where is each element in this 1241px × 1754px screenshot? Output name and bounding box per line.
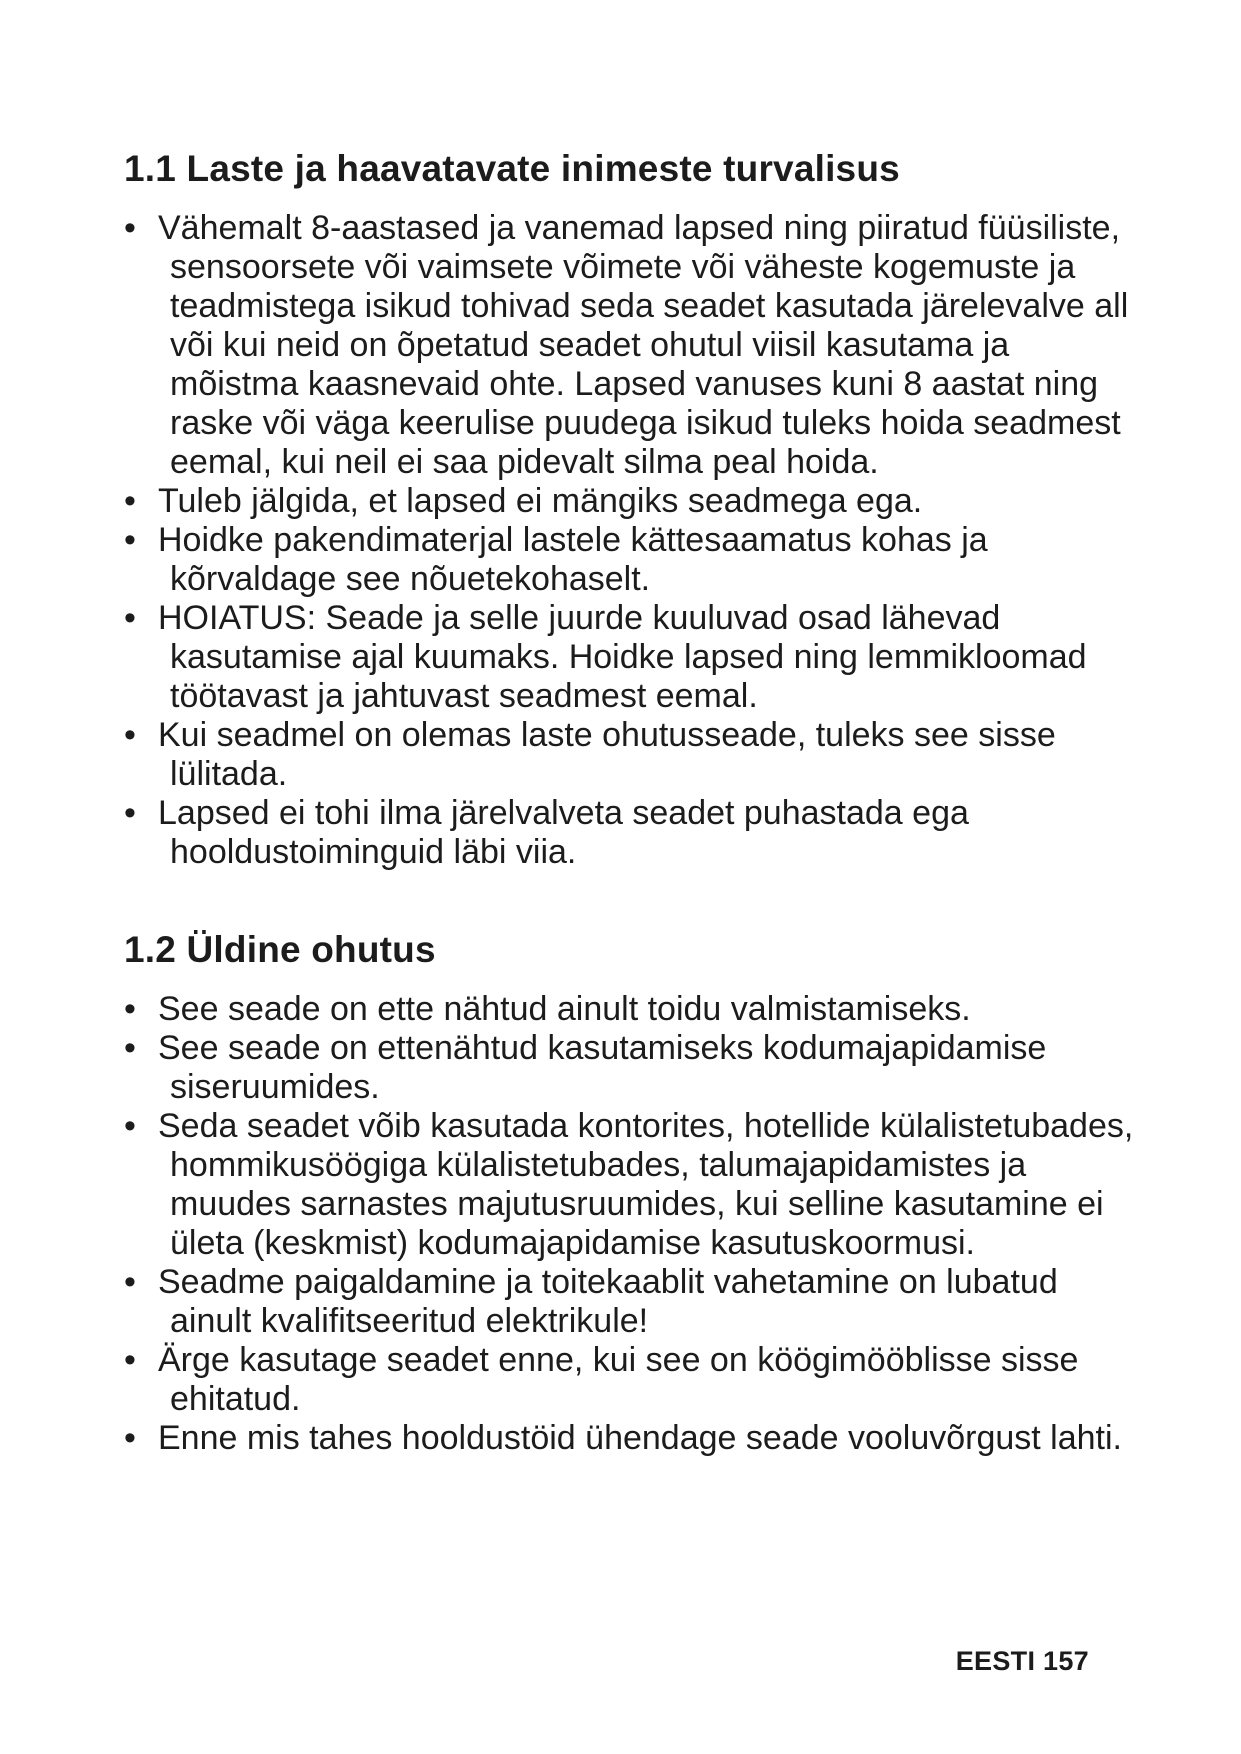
section-general-safety <box>124 929 1134 1458</box>
list-item-text: Vähemalt 8-aastased ja vanemad lapsed ning piiratud füüsiliste, sensoorsete või vaimsete võimete või väheste kogemuste ja teadmistega isikud tohivad seda seadet kasutada järelevalve all või kui neid on õpetatud seadet ohutul viisil kasutama ja mõistma kaasnevaid ohte. Lapsed vanuses kuni 8 aastat ning raske või väga keerulise puudega isikud tuleks hoida seadmest eemal, kui neil ei saa pidevalt silma peal hoida. <box>158 208 1129 481</box>
list-item <box>124 990 1134 1029</box>
list-item-text: HOIATUS: Seade ja selle juurde kuuluvad osad lähevad kasutamise ajal kuumaks. Hoidke lapsed ning lemmikloomad töötavast ja jahtuvast seadmest eemal. <box>158 598 1087 715</box>
bullet-icon: • <box>124 715 136 754</box>
list-item-text: Enne mis tahes hooldustöid ühendage seade vooluvõrgust lahti. <box>158 1418 1123 1457</box>
section-heading: 1.1 Laste ja haavatavate inimeste turvalisus <box>124 148 900 189</box>
bullet-icon: • <box>124 208 136 247</box>
list-item <box>124 599 1134 716</box>
list-item <box>124 521 1134 599</box>
bullet-icon: • <box>124 1106 136 1145</box>
section-child-safety <box>124 148 1134 872</box>
list-item-text: See seade on ettenähtud kasutamiseks kodumajapidamise siseruumides. <box>158 1028 1047 1106</box>
list-item <box>124 1419 1134 1458</box>
list-item <box>124 1107 1134 1263</box>
bullet-list <box>124 209 1134 872</box>
bullet-icon: • <box>124 1028 136 1067</box>
bullet-icon: • <box>124 1262 136 1301</box>
bullet-icon: • <box>124 989 136 1028</box>
list-item-text: Tuleb jälgida, et lapsed ei mängiks seadmega ega. <box>158 481 923 520</box>
list-item <box>124 1341 1134 1419</box>
list-item <box>124 794 1134 872</box>
list-item-text: Hoidke pakendimaterjal lastele kättesaamatus kohas ja kõrvaldage see nõuetekohaselt. <box>158 520 988 598</box>
list-item <box>124 209 1134 482</box>
bullet-icon: • <box>124 598 136 637</box>
list-item <box>124 716 1134 794</box>
bullet-icon: • <box>124 793 136 832</box>
list-item-text: Lapsed ei tohi ilma järelvalveta seadet puhastada ega hooldustoiminguid läbi viia. <box>158 793 969 871</box>
bullet-icon: • <box>124 1418 136 1457</box>
list-item-text: Kui seadmel on olemas laste ohutusseade, tuleks see sisse lülitada. <box>158 715 1056 793</box>
bullet-icon: • <box>124 520 136 559</box>
list-item-text: Ärge kasutage seadet enne, kui see on köögimööblisse sisse ehitatud. <box>158 1340 1079 1418</box>
list-item-text: See seade on ette nähtud ainult toidu valmistamiseks. <box>158 989 971 1028</box>
page-footer-label: EESTI 157 <box>955 1646 1089 1676</box>
list-item-text: Seadme paigaldamine ja toitekaablit vahetamine on lubatud ainult kvalifitseeritud elektrikule! <box>158 1262 1058 1340</box>
bullet-icon: • <box>124 481 136 520</box>
list-item <box>124 1263 1134 1341</box>
bullet-icon: • <box>124 1340 136 1379</box>
list-item <box>124 482 1134 521</box>
list-item-text: Seda seadet võib kasutada kontorites, hotellide külalistetubades, hommikusöögiga külalistetubades, talumajapidamistes ja muudes sarnastes majutusruumides, kui selline kasutamine ei ületa (keskmist) kodumajapidamise kasutuskoormusi. <box>158 1106 1134 1262</box>
list-item <box>124 1029 1134 1107</box>
section-heading: 1.2 Üldine ohutus <box>124 929 436 970</box>
bullet-list <box>124 990 1134 1458</box>
